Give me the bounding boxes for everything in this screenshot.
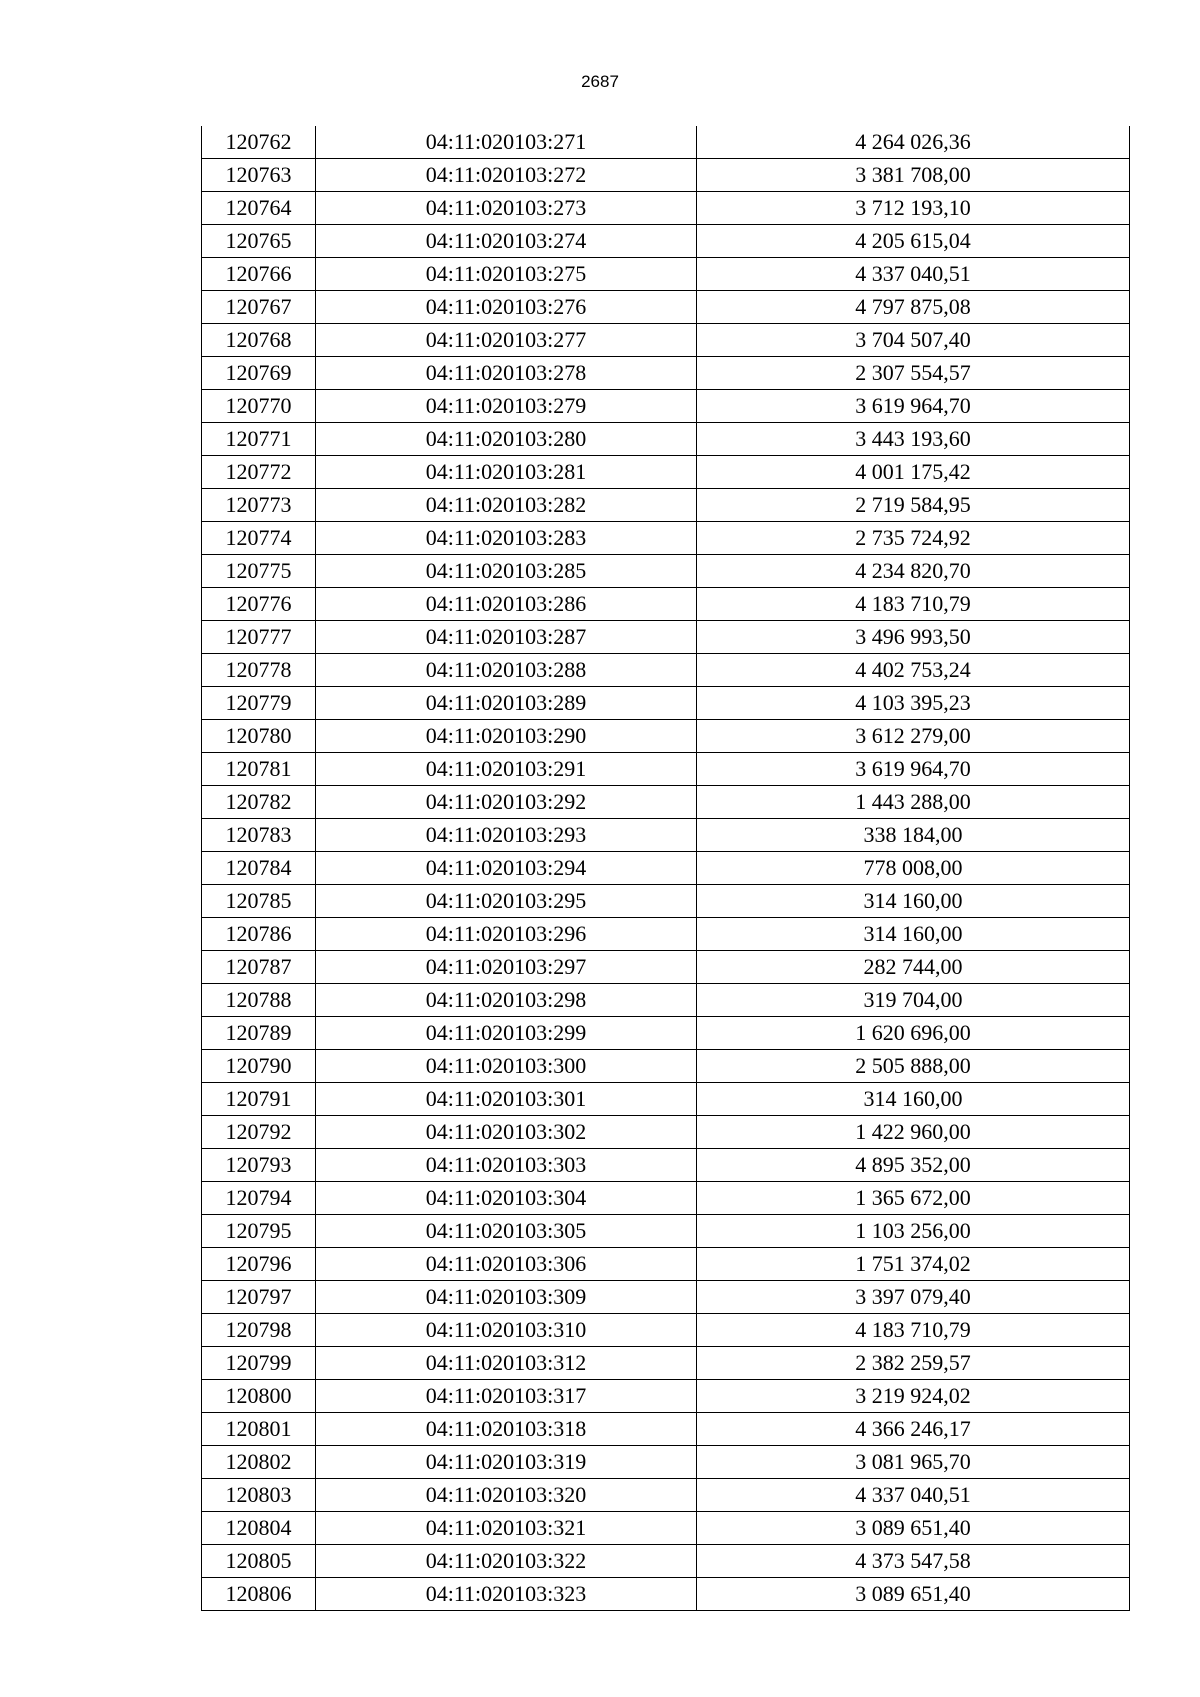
row-number-cell: 120769 — [202, 357, 316, 390]
cadastral-number-cell: 04:11:020103:281 — [316, 456, 697, 489]
table-row — [202, 1314, 1130, 1347]
row-number-cell: 120774 — [202, 522, 316, 555]
cadastral-number-cell: 04:11:020103:322 — [316, 1545, 697, 1578]
row-number-cell: 120772 — [202, 456, 316, 489]
cadastral-number-cell: 04:11:020103:280 — [316, 423, 697, 456]
table-row — [202, 1479, 1130, 1512]
cadastral-value-cell: 282 744,00 — [697, 951, 1130, 984]
cadastral-number-cell: 04:11:020103:303 — [316, 1149, 697, 1182]
cadastral-value-cell: 4 337 040,51 — [697, 258, 1130, 291]
cadastral-number-cell: 04:11:020103:290 — [316, 720, 697, 753]
cadastral-number-cell: 04:11:020103:278 — [316, 357, 697, 390]
row-number-cell: 120797 — [202, 1281, 316, 1314]
row-number-cell: 120777 — [202, 621, 316, 654]
page-number: 2687 — [581, 72, 619, 91]
table-row — [202, 984, 1130, 1017]
row-number-cell: 120805 — [202, 1545, 316, 1578]
cadastral-number-cell: 04:11:020103:312 — [316, 1347, 697, 1380]
cadastral-number-cell: 04:11:020103:300 — [316, 1050, 697, 1083]
cadastral-value-cell: 1 365 672,00 — [697, 1182, 1130, 1215]
table-row — [202, 1083, 1130, 1116]
table-row — [202, 1149, 1130, 1182]
cadastral-value-cell: 319 704,00 — [697, 984, 1130, 1017]
cadastral-value-cell: 4 402 753,24 — [697, 654, 1130, 687]
cadastral-value-cell: 4 234 820,70 — [697, 555, 1130, 588]
row-number-cell: 120791 — [202, 1083, 316, 1116]
cadastral-value-cell: 2 382 259,57 — [697, 1347, 1130, 1380]
cadastral-value-cell: 4 337 040,51 — [697, 1479, 1130, 1512]
table-row — [202, 555, 1130, 588]
row-number-cell: 120773 — [202, 489, 316, 522]
row-number-cell: 120775 — [202, 555, 316, 588]
cadastral-value-cell: 3 381 708,00 — [697, 159, 1130, 192]
cadastral-value-cell: 1 443 288,00 — [697, 786, 1130, 819]
row-number-cell: 120762 — [202, 126, 316, 159]
row-number-cell: 120768 — [202, 324, 316, 357]
row-number-cell: 120806 — [202, 1578, 316, 1611]
cadastral-value-cell: 4 264 026,36 — [697, 126, 1130, 159]
cadastral-value-cell: 1 422 960,00 — [697, 1116, 1130, 1149]
row-number-cell: 120803 — [202, 1479, 316, 1512]
cadastral-value-cell: 3 089 651,40 — [697, 1512, 1130, 1545]
cadastral-number-cell: 04:11:020103:277 — [316, 324, 697, 357]
cadastral-number-cell: 04:11:020103:276 — [316, 291, 697, 324]
table-row — [202, 1512, 1130, 1545]
table-row — [202, 1446, 1130, 1479]
row-number-cell: 120785 — [202, 885, 316, 918]
row-number-cell: 120776 — [202, 588, 316, 621]
table-row — [202, 1215, 1130, 1248]
row-number-cell: 120782 — [202, 786, 316, 819]
cadastral-number-cell: 04:11:020103:309 — [316, 1281, 697, 1314]
table-row — [202, 357, 1130, 390]
cadastral-value-cell: 3 612 279,00 — [697, 720, 1130, 753]
cadastral-number-cell: 04:11:020103:285 — [316, 555, 697, 588]
row-number-cell: 120793 — [202, 1149, 316, 1182]
table-row — [202, 1347, 1130, 1380]
cadastral-value-cell: 2 307 554,57 — [697, 357, 1130, 390]
cadastral-value-cell: 3 397 079,40 — [697, 1281, 1130, 1314]
table-row — [202, 852, 1130, 885]
row-number-cell: 120795 — [202, 1215, 316, 1248]
cadastral-value-cell: 314 160,00 — [697, 1083, 1130, 1116]
cadastral-value-cell: 1 751 374,02 — [697, 1248, 1130, 1281]
table-row — [202, 720, 1130, 753]
cadastral-number-cell: 04:11:020103:295 — [316, 885, 697, 918]
row-number-cell: 120798 — [202, 1314, 316, 1347]
cadastral-value-cell: 1 620 696,00 — [697, 1017, 1130, 1050]
cadastral-number-cell: 04:11:020103:289 — [316, 687, 697, 720]
row-number-cell: 120796 — [202, 1248, 316, 1281]
table-row — [202, 1281, 1130, 1314]
cadastral-value-cell: 4 797 875,08 — [697, 291, 1130, 324]
table-row — [202, 654, 1130, 687]
cadastral-value-cell: 4 366 246,17 — [697, 1413, 1130, 1446]
cadastral-number-cell: 04:11:020103:319 — [316, 1446, 697, 1479]
cadastral-value-cell: 4 373 547,58 — [697, 1545, 1130, 1578]
cadastral-number-cell: 04:11:020103:304 — [316, 1182, 697, 1215]
cadastral-value-cell: 3 219 924,02 — [697, 1380, 1130, 1413]
cadastral-value-cell: 2 719 584,95 — [697, 489, 1130, 522]
row-number-cell: 120767 — [202, 291, 316, 324]
cadastral-number-cell: 04:11:020103:301 — [316, 1083, 697, 1116]
table-row — [202, 423, 1130, 456]
cadastral-value-cell: 4 895 352,00 — [697, 1149, 1130, 1182]
cadastral-number-cell: 04:11:020103:275 — [316, 258, 697, 291]
table-row — [202, 1182, 1130, 1215]
row-number-cell: 120787 — [202, 951, 316, 984]
table-row — [202, 885, 1130, 918]
row-number-cell: 120801 — [202, 1413, 316, 1446]
row-number-cell: 120770 — [202, 390, 316, 423]
cadastral-value-cell: 4 183 710,79 — [697, 588, 1130, 621]
table-row — [202, 1578, 1130, 1611]
table-row — [202, 819, 1130, 852]
row-number-cell: 120783 — [202, 819, 316, 852]
cadastral-number-cell: 04:11:020103:287 — [316, 621, 697, 654]
row-number-cell: 120771 — [202, 423, 316, 456]
row-number-cell: 120794 — [202, 1182, 316, 1215]
row-number-cell: 120802 — [202, 1446, 316, 1479]
cadastral-number-cell: 04:11:020103:279 — [316, 390, 697, 423]
table-row — [202, 786, 1130, 819]
row-number-cell: 120781 — [202, 753, 316, 786]
table-row — [202, 951, 1130, 984]
cadastral-number-cell: 04:11:020103:272 — [316, 159, 697, 192]
cadastral-value-cell: 3 712 193,10 — [697, 192, 1130, 225]
cadastral-value-cell: 338 184,00 — [697, 819, 1130, 852]
table-row — [202, 1545, 1130, 1578]
table-row — [202, 192, 1130, 225]
row-number-cell: 120778 — [202, 654, 316, 687]
row-number-cell: 120800 — [202, 1380, 316, 1413]
cadastral-value-cell: 3 496 993,50 — [697, 621, 1130, 654]
cadastral-value-cell: 3 704 507,40 — [697, 324, 1130, 357]
cadastral-value-cell: 2 505 888,00 — [697, 1050, 1130, 1083]
cadastral-value-cell: 2 735 724,92 — [697, 522, 1130, 555]
table-row — [202, 1380, 1130, 1413]
cadastral-number-cell: 04:11:020103:297 — [316, 951, 697, 984]
row-number-cell: 120804 — [202, 1512, 316, 1545]
row-number-cell: 120788 — [202, 984, 316, 1017]
cadastral-number-cell: 04:11:020103:317 — [316, 1380, 697, 1413]
cadastral-value-cell: 4 205 615,04 — [697, 225, 1130, 258]
table-row — [202, 522, 1130, 555]
cadastral-value-cell: 4 103 395,23 — [697, 687, 1130, 720]
cadastral-value-table — [201, 126, 1130, 1611]
cadastral-number-cell: 04:11:020103:293 — [316, 819, 697, 852]
table-row — [202, 588, 1130, 621]
row-number-cell: 120764 — [202, 192, 316, 225]
table-row — [202, 687, 1130, 720]
row-number-cell: 120763 — [202, 159, 316, 192]
row-number-cell: 120789 — [202, 1017, 316, 1050]
cadastral-number-cell: 04:11:020103:282 — [316, 489, 697, 522]
cadastral-number-cell: 04:11:020103:299 — [316, 1017, 697, 1050]
cadastral-number-cell: 04:11:020103:302 — [316, 1116, 697, 1149]
cadastral-number-cell: 04:11:020103:298 — [316, 984, 697, 1017]
cadastral-value-cell: 314 160,00 — [697, 918, 1130, 951]
table-row — [202, 225, 1130, 258]
cadastral-number-cell: 04:11:020103:306 — [316, 1248, 697, 1281]
cadastral-number-cell: 04:11:020103:274 — [316, 225, 697, 258]
cadastral-number-cell: 04:11:020103:305 — [316, 1215, 697, 1248]
row-number-cell: 120784 — [202, 852, 316, 885]
table-row — [202, 1050, 1130, 1083]
table-row — [202, 1413, 1130, 1446]
cadastral-number-cell: 04:11:020103:288 — [316, 654, 697, 687]
cadastral-number-cell: 04:11:020103:320 — [316, 1479, 697, 1512]
table-row — [202, 1248, 1130, 1281]
cadastral-value-cell: 3 089 651,40 — [697, 1578, 1130, 1611]
table-row — [202, 258, 1130, 291]
cadastral-number-cell: 04:11:020103:283 — [316, 522, 697, 555]
cadastral-number-cell: 04:11:020103:321 — [316, 1512, 697, 1545]
table-row — [202, 753, 1130, 786]
row-number-cell: 120765 — [202, 225, 316, 258]
row-number-cell: 120786 — [202, 918, 316, 951]
table-row — [202, 1116, 1130, 1149]
cadastral-number-cell: 04:11:020103:286 — [316, 588, 697, 621]
table-body — [202, 126, 1130, 1611]
cadastral-number-cell: 04:11:020103:271 — [316, 126, 697, 159]
cadastral-number-cell: 04:11:020103:323 — [316, 1578, 697, 1611]
cadastral-value-cell: 4 001 175,42 — [697, 456, 1130, 489]
cadastral-number-cell: 04:11:020103:291 — [316, 753, 697, 786]
table-row — [202, 324, 1130, 357]
row-number-cell: 120799 — [202, 1347, 316, 1380]
table-row — [202, 621, 1130, 654]
cadastral-value-cell: 4 183 710,79 — [697, 1314, 1130, 1347]
table-row — [202, 918, 1130, 951]
row-number-cell: 120779 — [202, 687, 316, 720]
cadastral-value-cell: 3 619 964,70 — [697, 390, 1130, 423]
row-number-cell: 120790 — [202, 1050, 316, 1083]
cadastral-number-cell: 04:11:020103:318 — [316, 1413, 697, 1446]
table-row — [202, 1017, 1130, 1050]
cadastral-number-cell: 04:11:020103:296 — [316, 918, 697, 951]
cadastral-number-cell: 04:11:020103:273 — [316, 192, 697, 225]
cadastral-value-cell: 778 008,00 — [697, 852, 1130, 885]
row-number-cell: 120780 — [202, 720, 316, 753]
table-row — [202, 489, 1130, 522]
row-number-cell: 120792 — [202, 1116, 316, 1149]
cadastral-value-cell: 3 081 965,70 — [697, 1446, 1130, 1479]
cadastral-value-cell: 3 443 193,60 — [697, 423, 1130, 456]
cadastral-number-cell: 04:11:020103:294 — [316, 852, 697, 885]
table-row — [202, 159, 1130, 192]
cadastral-value-cell: 314 160,00 — [697, 885, 1130, 918]
cadastral-number-cell: 04:11:020103:292 — [316, 786, 697, 819]
table-row — [202, 456, 1130, 489]
cadastral-value-cell: 1 103 256,00 — [697, 1215, 1130, 1248]
table-row — [202, 126, 1130, 159]
table-row — [202, 291, 1130, 324]
cadastral-value-cell: 3 619 964,70 — [697, 753, 1130, 786]
row-number-cell: 120766 — [202, 258, 316, 291]
table-row — [202, 390, 1130, 423]
cadastral-number-cell: 04:11:020103:310 — [316, 1314, 697, 1347]
